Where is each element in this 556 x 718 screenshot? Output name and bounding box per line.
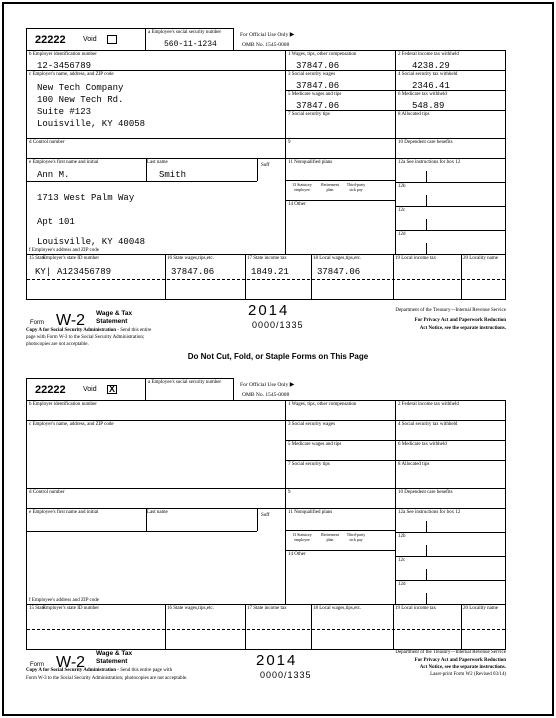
name-divider xyxy=(146,159,147,181)
state-id-value: A123456789 xyxy=(57,267,112,277)
state-value: KY| xyxy=(35,267,52,277)
address-line-1: 1713 West Palm Way xyxy=(37,193,135,203)
copy-a-rest: - Send this entire xyxy=(116,328,152,333)
divider-18 xyxy=(311,255,312,299)
form-code: 0000/1335 xyxy=(252,320,304,330)
box-17-label: 17 State income tax xyxy=(247,606,287,611)
box-20-label: 20 Locality name xyxy=(463,256,498,261)
box-15-id-label: Employer's state ID number xyxy=(43,256,100,261)
box-15-label: 15 State xyxy=(29,256,46,261)
divider-16 xyxy=(165,255,166,299)
box-12d xyxy=(396,230,506,254)
box-8 xyxy=(396,460,506,488)
box-18-label: 18 Local wages,tips,etc. xyxy=(313,256,362,261)
do-not-cut-notice: Do Not Cut, Fold, or Staple Forms on This Page xyxy=(187,352,369,361)
box-10-label: 10 Dependent care benefits xyxy=(398,490,453,495)
box-c-label: c Employer's name, address, and ZIP code xyxy=(29,72,114,77)
suff-label: Suff xyxy=(261,163,270,168)
box-14 xyxy=(286,550,396,604)
void-label: Void xyxy=(83,386,97,393)
box-12a xyxy=(396,508,506,532)
wages-value: 37847.06 xyxy=(296,61,340,71)
box-4-label: 4 Social security tax withheld xyxy=(398,72,458,77)
box-8 xyxy=(396,110,506,138)
box-6 xyxy=(396,90,506,110)
box-d-label: d Control number xyxy=(29,140,65,145)
copy-a-rest: - Send this entire page with xyxy=(116,668,173,673)
box-1 xyxy=(286,400,396,420)
suff-divider xyxy=(257,509,258,531)
revised-text: Laser-print Form W2 (Revised 03/14) xyxy=(430,672,506,677)
box-11-label: 11 Nonqualified plans xyxy=(288,510,333,515)
void-label: Void xyxy=(83,36,97,43)
federal-tax-value: 4238.29 xyxy=(412,61,450,71)
box-13-statutory-label: 13 Statutory employee xyxy=(292,532,312,542)
copy-a-title: Copy A for Social Security Administration xyxy=(26,328,117,333)
box-12d xyxy=(396,580,506,604)
box-12c-label: 12c xyxy=(398,208,406,213)
box-11 xyxy=(286,158,396,180)
employer-line-4: Louisville, KY 40058 xyxy=(37,119,146,129)
box-b xyxy=(26,400,286,420)
box-14-label: 14 Other xyxy=(288,552,306,557)
form-name: W-2 xyxy=(56,312,86,329)
suff-label: Suff xyxy=(261,513,270,518)
box-c xyxy=(26,420,286,488)
name-underline xyxy=(27,181,257,182)
state-row-separator xyxy=(27,629,505,630)
box-12a-label: 12a See instructions for box 12 xyxy=(398,160,461,165)
box-d-label: d Control number xyxy=(29,490,65,495)
box-12d-label: 12d xyxy=(398,232,406,237)
ein-value: 12-3456789 xyxy=(37,61,92,71)
box-9-label: 9 xyxy=(288,140,291,145)
box-5-label: 5 Medicare wages and tips xyxy=(288,442,342,447)
box-14-label: 14 Other xyxy=(288,202,306,207)
name-underline xyxy=(27,531,257,532)
box-f-label: f Employee's address and ZIP code xyxy=(29,248,99,253)
employer-line-2: 100 New Tech Rd. xyxy=(37,95,124,105)
box-13 xyxy=(286,530,396,550)
copy-a-line-1 xyxy=(26,328,151,334)
official-use-label xyxy=(240,32,294,38)
box-2 xyxy=(396,50,506,70)
box-c xyxy=(26,70,286,138)
form-name: W-2 xyxy=(56,654,86,671)
box-9 xyxy=(286,138,396,158)
box-9 xyxy=(286,488,396,508)
state-local-row xyxy=(26,604,506,650)
box-2 xyxy=(396,400,506,420)
box-c-label: c Employer's name, address, and ZIP code xyxy=(29,422,114,427)
ss-tax-value: 2346.41 xyxy=(412,81,450,91)
box-12a-label: 12a See instructions for box 12 xyxy=(398,510,461,515)
footer-1 xyxy=(26,302,506,348)
void-checkbox[interactable] xyxy=(107,35,117,44)
box-4-label: 4 Social security tax withheld xyxy=(398,422,458,427)
official-use-text: For Official Use Only xyxy=(240,32,289,38)
box-e-label: e Employee's first name and initial xyxy=(29,160,99,165)
state-row-separator xyxy=(27,279,505,280)
box-f-label: f Employee's address and ZIP code xyxy=(29,598,99,603)
box-1-label: 1 Wages, tips, other compensation xyxy=(288,402,357,407)
form-title-line-2: Statement xyxy=(96,318,128,325)
box-13-retirement-label: Retirement plan xyxy=(321,182,339,192)
form-word: Form xyxy=(30,320,44,326)
box-13-statutory-label: 13 Statutory employee xyxy=(292,182,312,192)
form-title-line-1: Wage & Tax xyxy=(96,650,133,657)
ssn-label: a Employee's social security number xyxy=(148,380,222,385)
copy-a-line-2: Form W-3 to the Social Security Administration; photocopies are not acceptable. xyxy=(26,676,188,681)
form-id-cell xyxy=(26,28,146,50)
box-11-label: 11 Nonqualified plans xyxy=(288,160,333,165)
arrow-right-icon: ▶ xyxy=(289,32,295,38)
box-2-label: 2 Federal income tax withheld xyxy=(398,52,459,57)
box-12d-label: 12d xyxy=(398,582,406,587)
void-checkbox[interactable]: X xyxy=(108,384,115,394)
box-10 xyxy=(396,138,506,158)
act-notice-text: Act Notice, see the separate instructions. xyxy=(419,665,506,670)
copy-a-line-3: photocopies are not acceptable. xyxy=(26,342,89,347)
box-e-f xyxy=(26,508,286,604)
act-notice-text: Act Notice, see the separate instructions. xyxy=(419,326,506,331)
box-e-label: e Employee's first name and initial xyxy=(29,510,99,515)
box-16-label: 16 State wages,tips,etc. xyxy=(167,606,214,611)
box-1 xyxy=(286,50,396,70)
box-b xyxy=(26,50,286,70)
box-13-retirement-label: Retirement plan xyxy=(321,532,339,542)
box-7 xyxy=(286,110,396,138)
box-17-label: 17 State income tax xyxy=(247,256,287,261)
divider-18 xyxy=(311,605,312,649)
divider-17 xyxy=(245,605,246,649)
box-12b-label: 12b xyxy=(398,184,406,189)
last-name-label: Last name xyxy=(147,510,168,515)
omb-label: OMB No. 1545-0008 xyxy=(242,42,290,48)
box-4 xyxy=(396,420,506,440)
omb-label: OMB No. 1545-0008 xyxy=(242,392,290,398)
form-title-line-1: Wage & Tax xyxy=(96,310,133,317)
divider-19 xyxy=(393,255,394,299)
box-7-label: 7 Social security tips xyxy=(288,112,330,117)
employer-line-3: Suite #123 xyxy=(37,107,92,117)
box-10 xyxy=(396,488,506,508)
privacy-text: For Privacy Act and Paperwork Reduction xyxy=(414,658,506,663)
ssn-cell xyxy=(146,28,234,50)
state-wages-value: 37847.06 xyxy=(171,267,215,277)
ssn-cell xyxy=(146,378,234,400)
divider-20 xyxy=(461,255,462,299)
form-title-line-2: Statement xyxy=(96,658,128,665)
box-3-label: 3 Social security wages xyxy=(288,422,336,427)
box-d xyxy=(26,488,286,508)
box-3 xyxy=(286,70,396,90)
ss-wages-value: 37847.06 xyxy=(296,81,340,91)
privacy-text: For Privacy Act and Paperwork Reduction xyxy=(414,318,506,323)
state-tax-value: 1849.21 xyxy=(251,267,289,277)
box-12b xyxy=(396,182,506,206)
copy-a-line-2: page with Form W-3 to the Social Security Administration; xyxy=(26,335,145,340)
dept-text: Department of the Treasury—Internal Revenue Service xyxy=(395,650,506,655)
box-3 xyxy=(286,420,396,440)
box-13-sick-label: Third-party sick pay xyxy=(346,532,366,542)
official-use-label xyxy=(240,382,294,388)
box-19-label: 19 Local income tax xyxy=(395,606,436,611)
box-13-sick-label: Third-party sick pay xyxy=(346,182,366,192)
box-9-label: 9 xyxy=(288,490,291,495)
box-12a xyxy=(396,158,506,182)
last-name-value: Smith xyxy=(159,170,187,180)
copy-a-line-1 xyxy=(26,668,172,674)
box-5-label: 5 Medicare wages and tips xyxy=(288,92,342,97)
first-name-value: Ann M. xyxy=(37,170,70,180)
box-e-f xyxy=(26,158,286,254)
divider-20 xyxy=(461,605,462,649)
form-id-cell xyxy=(26,378,146,400)
address-line-2: Apt 101 xyxy=(37,217,75,227)
last-name-label: Last name xyxy=(147,160,168,165)
ssn-label: a Employee's social security number xyxy=(148,30,222,35)
form-id: 22222 xyxy=(35,34,66,46)
box-d xyxy=(26,138,286,158)
form-code: 0000/1335 xyxy=(260,670,312,680)
box-6-label: 6 Medicare tax withheld xyxy=(398,92,447,97)
dept-text: Department of the Treasury—Internal Revenue Service xyxy=(395,308,506,313)
form-id: 22222 xyxy=(35,384,66,396)
box-15-id-label: Employer's state ID number xyxy=(43,606,100,611)
box-15-label: 15 State xyxy=(29,606,46,611)
box-18-label: 18 Local wages,tips,etc. xyxy=(313,606,362,611)
divider-17 xyxy=(245,255,246,299)
box-14 xyxy=(286,200,396,254)
box-4 xyxy=(396,70,506,90)
box-2-label: 2 Federal income tax withheld xyxy=(398,402,459,407)
box-5 xyxy=(286,440,396,460)
box-8-label: 8 Allocated tips xyxy=(398,112,430,117)
medicare-wages-value: 37847.06 xyxy=(296,101,340,111)
divider-16 xyxy=(165,605,166,649)
ssn-value: 560-11-1234 xyxy=(164,40,217,49)
box-12b xyxy=(396,532,506,556)
name-divider xyxy=(146,509,147,531)
suff-divider xyxy=(257,159,258,181)
state-local-row xyxy=(26,254,506,300)
box-12c-label: 12c xyxy=(398,558,406,563)
box-10-label: 10 Dependent care benefits xyxy=(398,140,453,145)
footer-2 xyxy=(26,650,506,696)
copy-a-title: Copy A for Social Security Administration xyxy=(26,668,117,673)
box-b-label: b Employer identification number xyxy=(29,402,97,407)
box-19-label: 19 Local income tax xyxy=(395,256,436,261)
local-wages-value: 37847.06 xyxy=(317,267,361,277)
medicare-tax-value: 548.89 xyxy=(412,101,445,111)
box-7 xyxy=(286,460,396,488)
tax-year: 2014 xyxy=(248,302,290,319)
box-12c xyxy=(396,206,506,230)
arrow-right-icon: ▶ xyxy=(289,382,295,388)
box-6 xyxy=(396,440,506,460)
box-12c xyxy=(396,556,506,580)
box-3-label: 3 Social security wages xyxy=(288,72,336,77)
form-word: Form xyxy=(30,662,44,668)
box-13 xyxy=(286,180,396,200)
box-6-label: 6 Medicare tax withheld xyxy=(398,442,447,447)
box-16-label: 16 State wages,tips,etc. xyxy=(167,256,214,261)
address-line-3: Louisville, KY 40048 xyxy=(37,237,146,247)
tax-year: 2014 xyxy=(256,652,298,669)
box-b-label: b Employer identification number xyxy=(29,52,97,57)
box-8-label: 8 Allocated tips xyxy=(398,462,430,467)
box-7-label: 7 Social security tips xyxy=(288,462,330,467)
box-5 xyxy=(286,90,396,110)
box-12b-label: 12b xyxy=(398,534,406,539)
official-use-text: For Official Use Only xyxy=(240,382,289,388)
box-20-label: 20 Locality name xyxy=(463,606,498,611)
box-11 xyxy=(286,508,396,530)
divider-19 xyxy=(393,605,394,649)
employer-line-1: New Tech Company xyxy=(37,83,124,93)
box-1-label: 1 Wages, tips, other compensation xyxy=(288,52,357,57)
